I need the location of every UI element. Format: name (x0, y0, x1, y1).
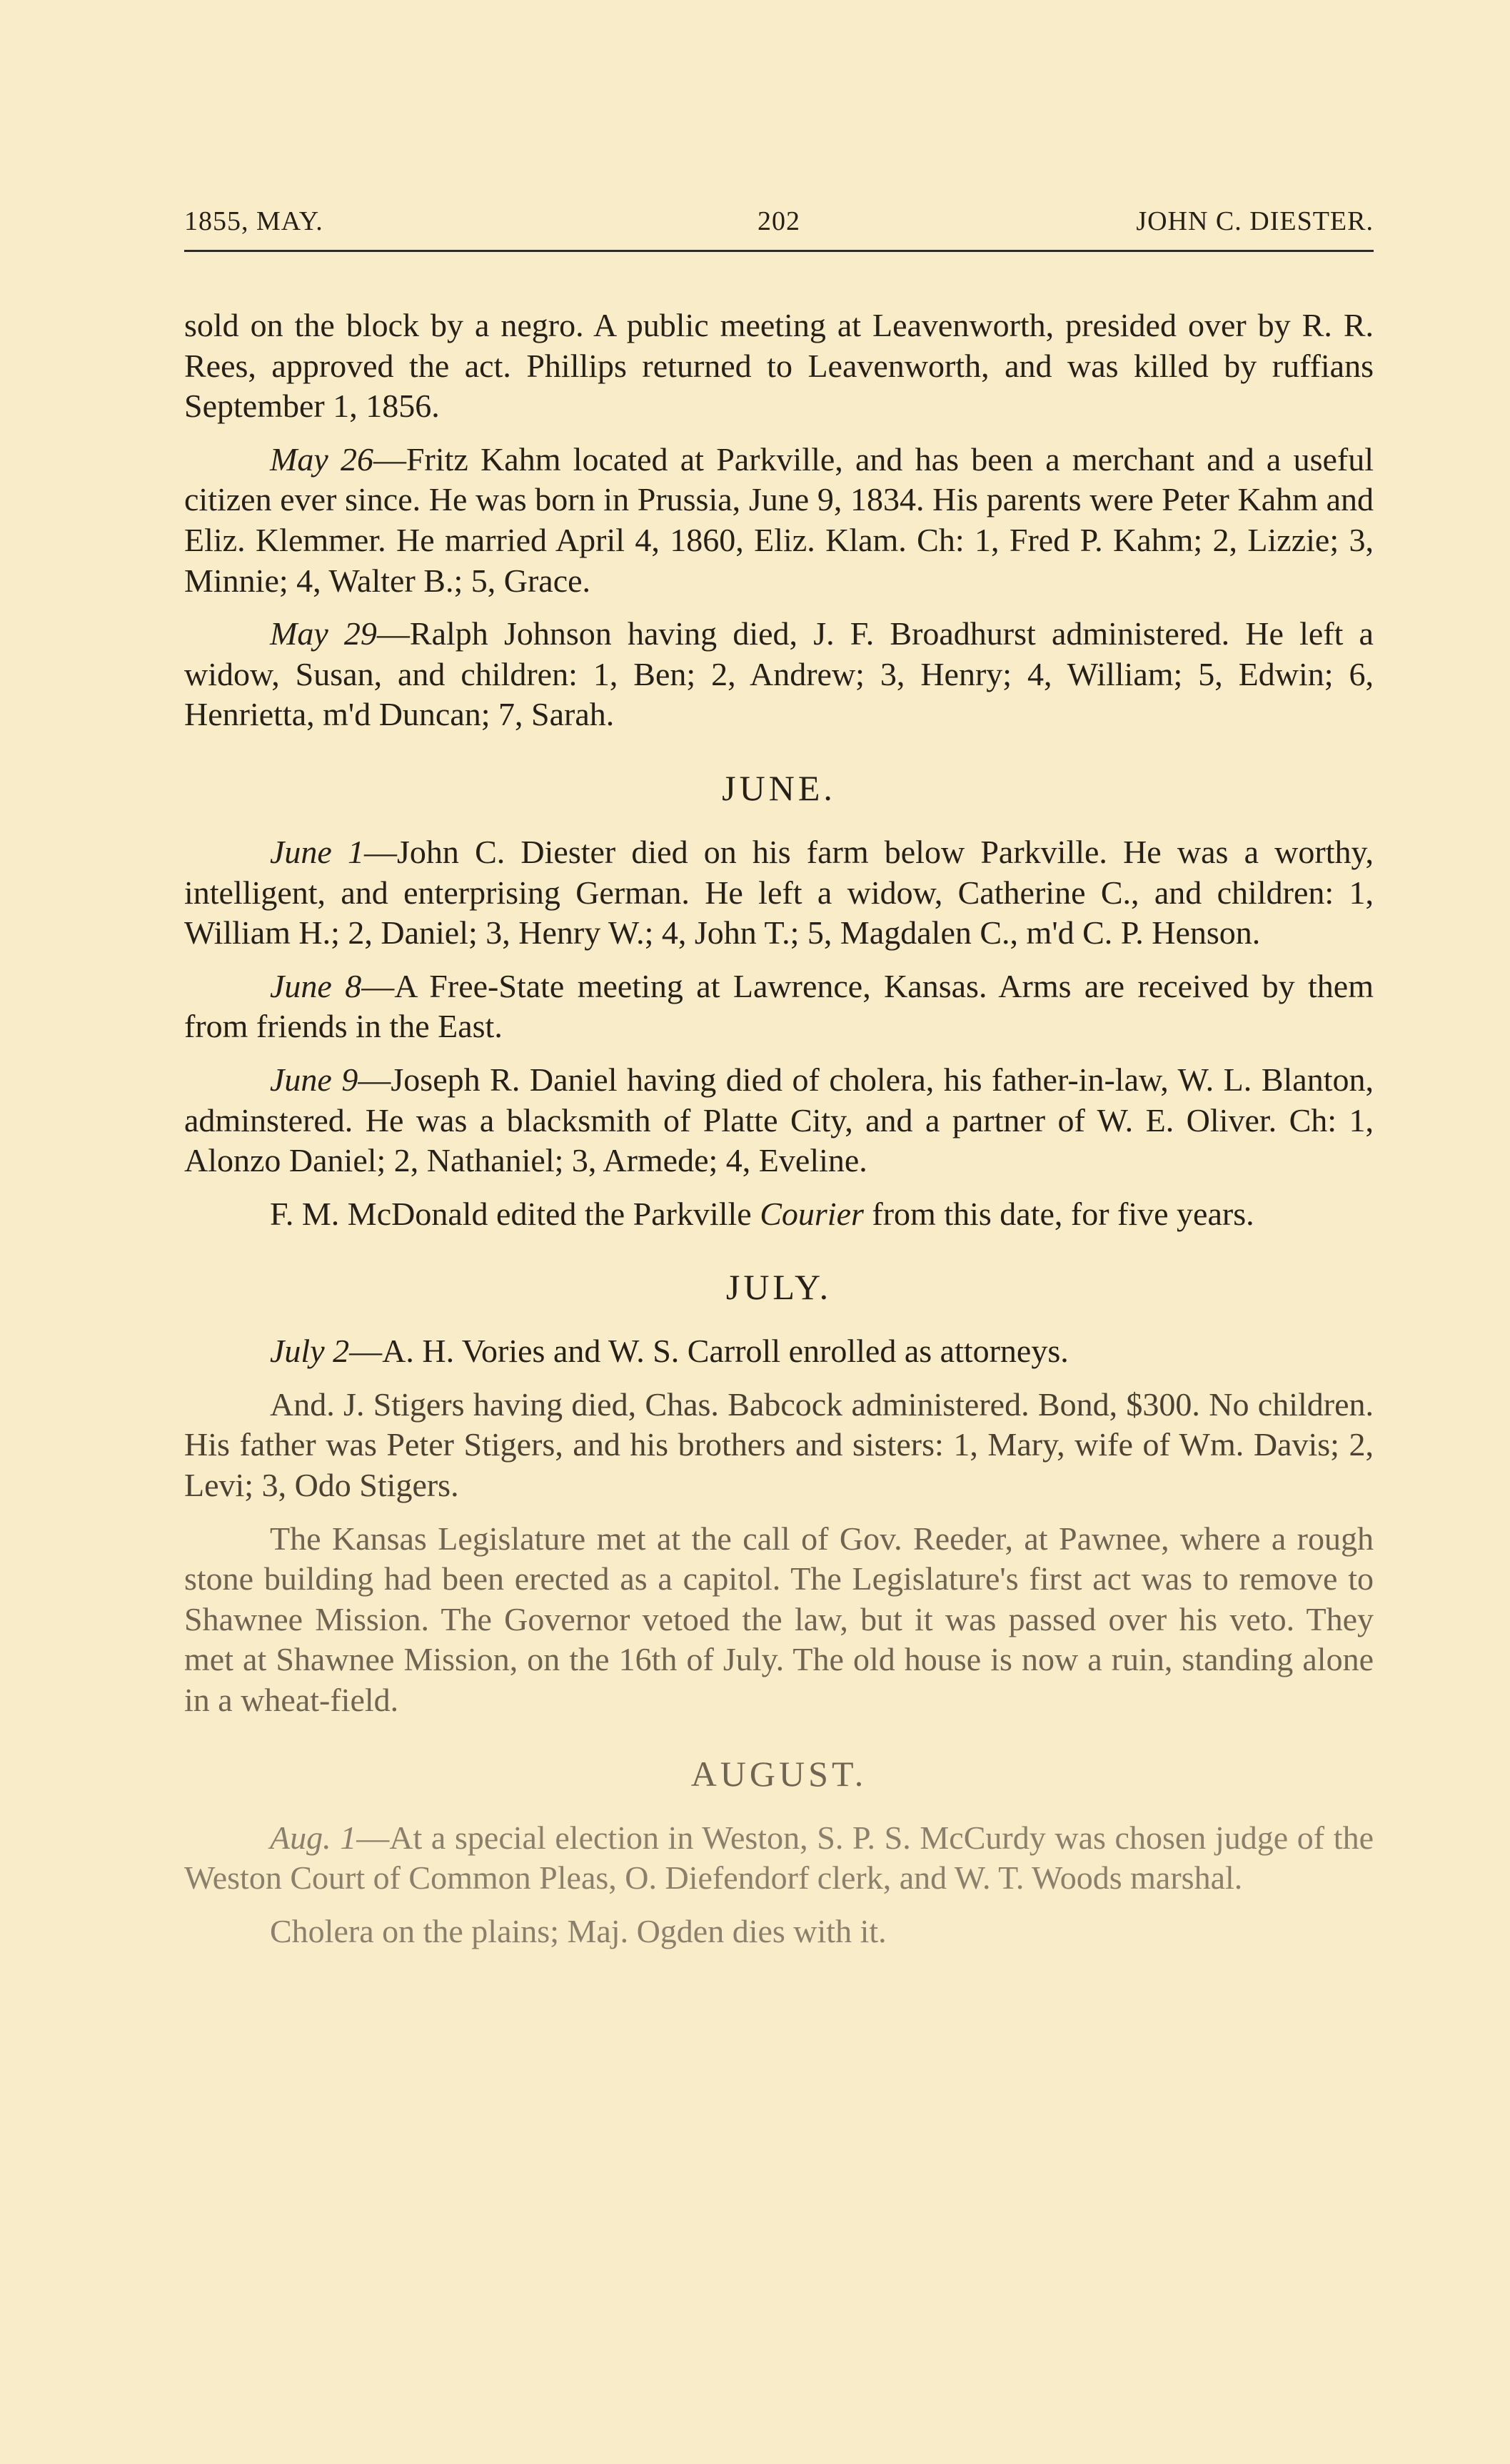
header-rule (184, 250, 1374, 252)
entry-text: —Fritz Kahm located at Parkville, and has been a merchant and a useful citizen ever since. He was born in Prussia, June 9, 1834. His parents were Peter Kahm and Eliz. Klemmer. He married April 4, 1860, Eliz. Klam. Ch: 1, Fred P. Kahm; 2, Lizzie; 3, Minnie; 4, Walter B.; 5, Grace. (184, 440, 1374, 599)
running-header (184, 206, 1374, 248)
entry-text: —Joseph R. Daniel having died of cholera, his father-in-law, W. L. Blanton, adminstered. He was a blacksmith of Platte City, and a partner of W. E. Oliver. Ch: 1, Alonzo Daniel; 2, Nathaniel; 3, Armede; 4, Eveline. (184, 1061, 1374, 1179)
entry-text-post: from this date, for five years. (863, 1195, 1254, 1232)
entry-text: Cholera on the plains; Maj. Ogden dies with it. (270, 1912, 887, 1949)
paragraph-text: sold on the block by a negro. A public meeting at Leavenworth, presided over by R. R. Rees, approved the act. Phillips returned to Leavenworth, and was killed by ruffians September 1, 1856. (184, 307, 1374, 425)
entry-june-9 (184, 1060, 1374, 1181)
entry-date: June 8 (270, 967, 362, 1004)
entry-mcdonald-courier (184, 1194, 1374, 1235)
entry-aug-1 (184, 1818, 1374, 1899)
entry-text: —A. H. Vories and W. S. Carroll enrolled as attorneys. (349, 1333, 1069, 1370)
entry-date: June 9 (270, 1061, 358, 1098)
entry-text: —Ralph Johnson having died, J. F. Broadhurst administered. He left a widow, Susan, and children: 1, Ben; 2, Andrew; 3, Henry; 4, William; 5, Edwin; 6, Henrietta, m'd Duncan; 7, Sarah. (184, 615, 1374, 733)
page-number: 202 (757, 206, 800, 236)
entry-date: May 26 (270, 440, 373, 478)
section-heading-august: AUGUST. (690, 1753, 867, 1794)
header-title: JOHN C. DIESTER. (1136, 206, 1374, 236)
section-heading-june: JUNE. (722, 767, 836, 808)
entry-text-pre: F. M. McDonald edited the Parkville (270, 1195, 760, 1232)
section-heading-july: JULY. (725, 1267, 832, 1308)
entry-date: July 2 (270, 1333, 350, 1370)
entry-date: May 29 (270, 615, 377, 652)
entry-kansas-legislature (184, 1519, 1374, 1721)
entry-date: Aug. 1 (270, 1819, 357, 1856)
entry-july-2 (184, 1331, 1374, 1372)
newspaper-title: Courier (760, 1195, 864, 1232)
entry-date: June 1 (270, 833, 364, 870)
entry-text: And. J. Stigers having died, Chas. Babcock administered. Bond, $300. No children. His father was Peter Stigers, and his brothers and sisters: 1, Mary, wife of Wm. Davis; 2, Levi; 3, Odo Stigers. (184, 1385, 1374, 1504)
entry-text: —A Free-State meeting at Lawrence, Kansas. Arms are received by them from friends in the East. (184, 967, 1374, 1045)
entry-may-26 (184, 440, 1374, 601)
entry-text: The Kansas Legislature met at the call of Gov. Reeder, at Pawnee, where a rough stone building had been erected as a capitol. The Legislature's first act was to remove to Shawnee Mission. The Governor vetoed the law, but it was passed over his veto. They met at Shawnee Mission, on the 16th of July. The old house is now a ruin, standing alone in a wheat-field. (184, 1520, 1374, 1719)
entry-cholera (184, 1912, 1374, 1952)
entry-june-8 (184, 966, 1374, 1047)
entry-may-29 (184, 614, 1374, 735)
entry-stigers (184, 1385, 1374, 1506)
header-date: 1855, MAY. (184, 206, 323, 236)
paragraph-continuation (184, 306, 1374, 427)
page-body (184, 306, 1374, 1964)
entry-text: —At a special election in Weston, S. P. S. McCurdy was chosen judge of the Weston Court of Common Pleas, O. Diefendorf clerk, and W. T. Woods marshal. (184, 1819, 1374, 1897)
entry-june-1 (184, 832, 1374, 954)
entry-text: —John C. Diester died on his farm below Parkville. He was a worthy, intelligent, and enterprising German. He left a widow, Catherine C., and children: 1, William H.; 2, Daniel; 3, Henry W.; 4, John T.; 5, Magdalen C., m'd C. P. Henson. (184, 833, 1374, 951)
